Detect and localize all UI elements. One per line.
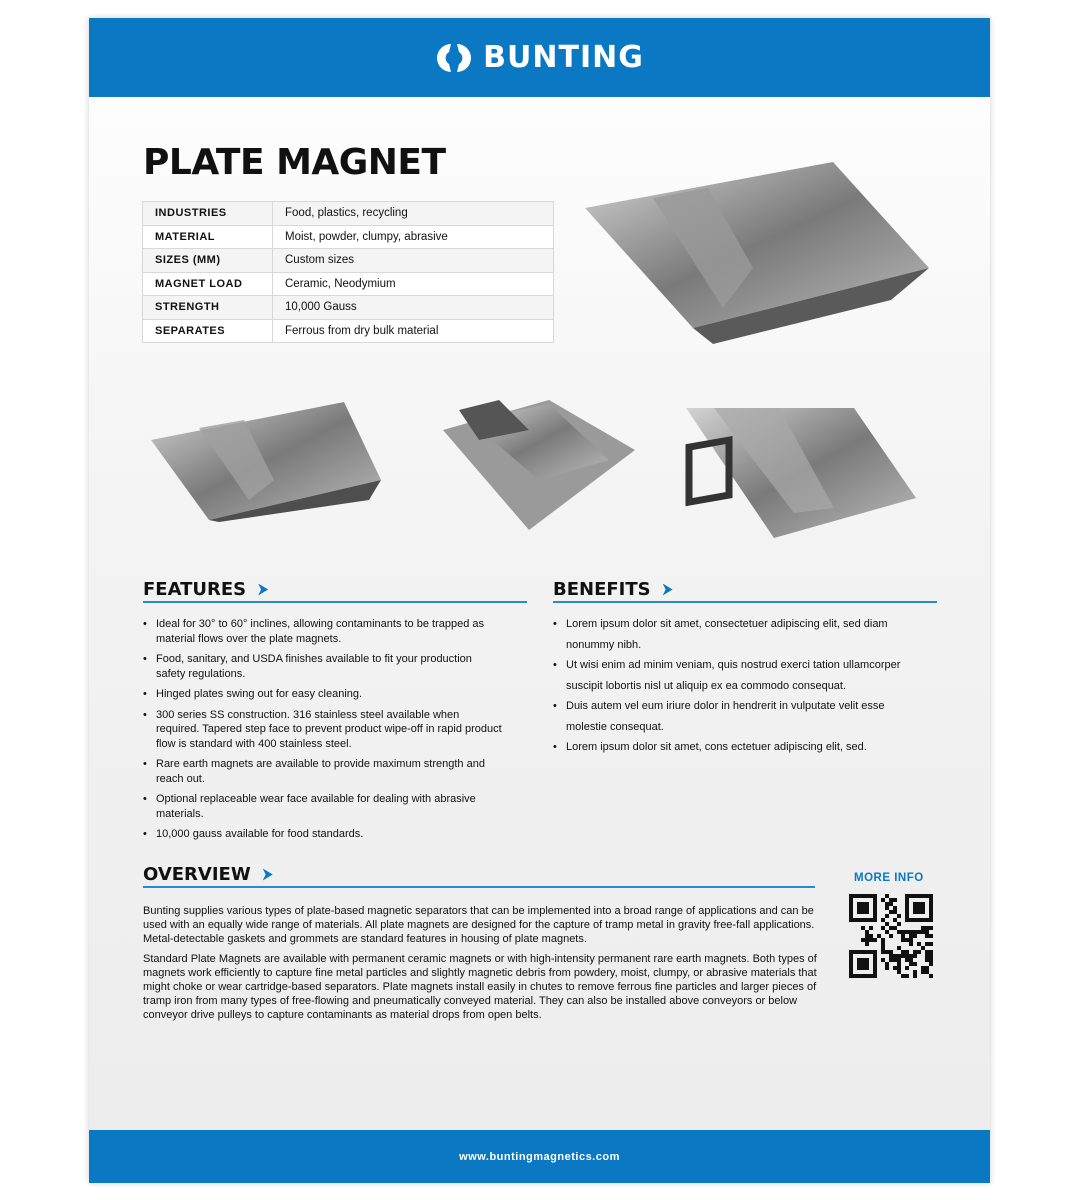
spec-value: 10,000 Gauss (273, 296, 554, 320)
footer-bar (89, 1130, 990, 1183)
overview-heading (143, 864, 273, 885)
qr-code-icon[interactable] (849, 894, 933, 978)
spec-label: SEPARATES (143, 319, 273, 343)
datasheet-page (89, 18, 990, 1183)
benefits-list (553, 614, 913, 758)
overview-text (143, 904, 819, 1028)
spec-value: Food, plastics, recycling (273, 202, 554, 226)
spec-label: SIZES (MM) (143, 249, 273, 273)
spec-row (143, 249, 554, 273)
overview-title: OVERVIEW (143, 864, 251, 885)
features-heading (143, 579, 268, 600)
spec-value: Moist, powder, clumpy, abrasive (273, 225, 554, 249)
spec-table (142, 201, 554, 343)
bunting-logo-icon (435, 38, 475, 78)
list-item: • Duis autem vel eum iriure dolor in hendrerit in vulputate velit esse molestie consequat. (553, 696, 913, 737)
spec-label: INDUSTRIES (143, 202, 273, 226)
list-item: • Food, sanitary, and USDA finishes available to fit your production safety regulations. (143, 652, 503, 681)
list-item: • Ideal for 30° to 60° inclines, allowing contaminants to be trapped as material flows over the plate magnets. (143, 617, 503, 646)
header-bar (89, 18, 990, 97)
list-item: • 10,000 gauss available for food standards. (143, 827, 503, 842)
spec-label: MATERIAL (143, 225, 273, 249)
brand-name: BUNTING (483, 40, 644, 75)
page-title: PLATE MAGNET (143, 142, 446, 183)
spec-row (143, 225, 554, 249)
list-item: • Hinged plates swing out for easy cleaning. (143, 687, 503, 702)
overview-paragraph: Bunting supplies various types of plate-based magnetic separators that can be implemented into a broad range of applications and can be used with an equally wide range of materials. All plate magnets are designed for the capture of tramp metal in gravity free-fall applications. Metal-detectable gaskets and grommets are standard features in housing of plate magnets. (143, 905, 815, 945)
spec-value: Custom sizes (273, 249, 554, 273)
list-item: • Lorem ipsum dolor sit amet, consectetuer adipiscing elit, sed diam nonummy nibh. (553, 614, 913, 655)
list-item: • 300 series SS construction. 316 stainless steel available when required. Tapered step face to prevent product wipe-off in rapid product flow is standard with 400 stainless steel. (143, 708, 503, 752)
spec-row (143, 272, 554, 296)
benefits-title: BENEFITS (553, 579, 651, 600)
more-info-label[interactable]: MORE INFO (854, 872, 924, 884)
product-image-3 (684, 398, 919, 543)
spec-row (143, 202, 554, 226)
website-link[interactable]: www.buntingmagnetics.com (459, 1150, 620, 1163)
divider (143, 601, 527, 603)
benefits-heading (553, 579, 673, 600)
spec-label: STRENGTH (143, 296, 273, 320)
list-item: • Lorem ipsum dolor sit amet, cons ectetuer adipiscing elit, sed. (553, 737, 913, 758)
spec-row (143, 319, 554, 343)
features-title: FEATURES (143, 579, 247, 600)
spec-value: Ferrous from dry bulk material (273, 319, 554, 343)
divider (553, 601, 937, 603)
spec-row (143, 296, 554, 320)
overview-paragraph: Standard Plate Magnets are available with permanent ceramic magnets or with high-intensity permanent rare earth magnets. Both types of magnets work efficiently to capture fine metal particles and slightly magnetic debris from powdery, moist, clumpy, or abrasive materials that might choke or wear cartridge-based separators. Plate magnets install easily in chutes to remove ferrous fine particles and larger pieces of tramp iron from many types of free-flowing and pneumatically conveyed material. They can also be installed above conveyors or below conveyor drive pulleys to capture contaminants as material drops from open belts. (143, 953, 817, 1021)
product-image-2 (439, 390, 639, 535)
spec-value: Ceramic, Neodymium (273, 272, 554, 296)
list-item: • Ut wisi enim ad minim veniam, quis nostrud exerci tation ullamcorper suscipit lobortis nisl ut aliquip ex ea commodo consequat. (553, 655, 913, 696)
product-image-main (583, 158, 933, 348)
list-item: • Optional replaceable wear face available for dealing with abrasive materials. (143, 792, 503, 821)
arrow-icon (263, 869, 273, 881)
divider (143, 886, 815, 888)
arrow-icon (663, 584, 673, 596)
spec-label: MAGNET LOAD (143, 272, 273, 296)
features-list (143, 617, 503, 848)
list-item: • Rare earth magnets are available to provide maximum strength and reach out. (143, 757, 503, 786)
product-image-1 (149, 400, 389, 525)
arrow-icon (258, 584, 268, 596)
